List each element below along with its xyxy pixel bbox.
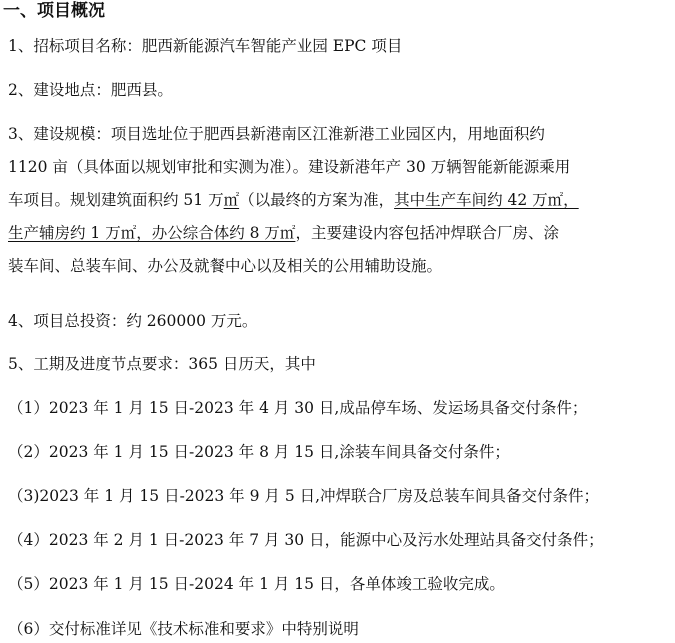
scale-line-4-b: ，主要建设内容包括冲焊联合厂房、涂 (295, 224, 559, 242)
item-project-name: 1、招标项目名称：肥西新能源汽车智能产业园 EPC 项目 (8, 37, 403, 55)
scale-line-3-c: （以最终的方案为准， (239, 191, 395, 209)
milestone-item: （1）2023 年 1 月 15 日-2023 年 4 月 30 日,成品停车场、发运场具备交付条件； (8, 399, 588, 417)
milestone-item: （4）2023 年 2 月 1 日-2023 年 7 月 30 日，能源中心及污水处理站具备交付条件； (8, 531, 604, 549)
milestone-item: （6）交付标准详见《技术标准和要求》中特别说明 (8, 620, 359, 638)
scale-line-4-underlined: 生产辅房约 1 万㎡，办公综合体约 8 万㎡ (8, 224, 296, 242)
milestone-item: （2）2023 年 1 月 15 日-2023 年 8 月 15 日,涂装车间具备交付条件； (8, 443, 510, 461)
scale-line-3-a: 车项目。规划建筑面积约 51 万 (8, 191, 224, 209)
milestone-item: （5）2023 年 1 月 15 日-2024 年 1 月 15 日，各单体竣工验收完成。 (8, 575, 505, 593)
scale-line-1: 3、建设规模：项目选址位于肥西县新港南区江淮新港工业园区内，用地面积约 (8, 125, 545, 143)
section-heading: 一、项目概况 (3, 1, 105, 21)
scale-line-4 (8, 217, 670, 250)
milestone-item: （3)2023 年 1 月 15 日-2023 年 9 月 5 日,冲焊联合厂房及总装车间具备交付条件； (8, 487, 600, 505)
item-construction-scale (8, 118, 670, 283)
scale-line-3 (8, 184, 670, 217)
item-investment: 4、项目总投资：约 260000 万元。 (8, 312, 258, 330)
scale-line-3-underlined: 其中生产车间约 42 万㎡， (394, 191, 579, 209)
scale-line-5: 装车间、总装车间、办公及就餐中心以及相关的公用辅助设施。 (8, 257, 443, 275)
item-schedule: 5、工期及进度节点要求：365 日历天，其中 (8, 355, 316, 373)
item-location: 2、建设地点：肥西县。 (8, 81, 173, 99)
scale-line-3-unit: ㎡ (223, 191, 240, 209)
scale-line-2: 1120 亩（具体面以规划审批和实测为准）。建设新港年产 30 万辆智能新能源乘用 (8, 158, 571, 176)
